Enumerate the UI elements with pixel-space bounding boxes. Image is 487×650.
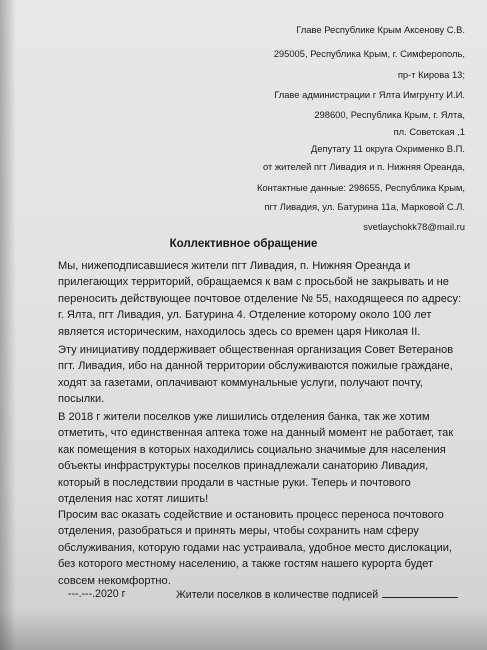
- paragraph-2: [58, 342, 463, 408]
- text-line: ходят за газетами, оплачивают коммунальные услуги, получают почту,: [58, 376, 423, 389]
- text-line: объекты инфраструктуры поселков принадлежали санаторию Ливадия,: [58, 460, 429, 473]
- paragraph-1: [58, 258, 463, 340]
- page-shadow-left: [0, 0, 16, 650]
- signatures-line: [176, 588, 458, 601]
- text-line: совсем некомфортно.: [58, 574, 171, 587]
- text-line: является историческим, находилось здесь со времен царя Николая II.: [58, 325, 421, 338]
- page-shadow-bottom: [0, 610, 487, 650]
- text-line: отметить, что единственная аптека тоже на данный момент не работает, так: [58, 427, 454, 440]
- text-line: пгт. Ливадия, ибо на данной территории обслуживаются пожилые граждане,: [58, 360, 453, 373]
- text-line: прилегающих территорий, обращаемся к вам с просьбой не закрывать и не: [58, 276, 449, 289]
- addressee-line: пгт Ливадия, ул. Батурина 11а, Марковой С.Л.: [264, 201, 465, 212]
- paragraph-4: [58, 507, 463, 589]
- addressee-line: пл. Советская ,1: [393, 126, 465, 137]
- text-line: Просим вас оказать содействие и остановить процесс переноса почтового: [58, 509, 444, 521]
- text-line: В 2018 г жители поселков уже лишились отделения банка, так же хотим: [58, 411, 430, 423]
- signature-blank-line: [382, 588, 458, 598]
- addressee-line: от жителей пгт Ливадия и п. Нижняя Ореанда,: [262, 161, 465, 172]
- text-line: Эту инициативу поддерживает общественная организация Совет Ветеранов: [58, 344, 454, 356]
- text-line: отделения нас хотят лишить!: [58, 493, 209, 506]
- text-line: который в последствии продали в частные руки. Теперь и почтового: [58, 476, 411, 489]
- text-line: переносить действующее почтовое отделение № 55, находящееся по адресу:: [58, 292, 462, 305]
- addressee-line: Контактные данные: 298655, Республика Крым,: [256, 182, 465, 193]
- addressee-line: 295005, Республика Крым, г. Симферополь,: [273, 48, 465, 59]
- addressee-line: Депутату 11 округа Охрименко В.П.: [310, 143, 465, 154]
- text-line: отделения, разобраться и принять меры, чтобы сохранить нам сферу: [58, 525, 419, 538]
- signatures-label: Жители поселков в количестве подписей: [176, 589, 379, 601]
- addressee-line: пр-т Кирова 13;: [397, 69, 465, 80]
- addressee-line: Главе Республике Крым Аксенову С.В.: [296, 24, 465, 35]
- document-title: Коллективное обращение: [169, 238, 318, 250]
- text-line: без которого местному населению, а также гостям нашего курорта будет: [58, 558, 434, 571]
- text-line: как помещения в которых находились социально значимые для населения: [58, 443, 446, 456]
- paragraph-3: [58, 409, 463, 507]
- addressee-line: 298600, Республика Крым, г. Ялта,: [314, 109, 465, 120]
- addressee-line: Главе администрации г Ялта Имгрунту И.И.: [274, 89, 465, 100]
- date-placeholder: ---.---.2020 г: [68, 588, 126, 600]
- text-line: обслуживания, которую годами нас устраивала, удобное место дислокации,: [58, 541, 453, 554]
- text-line: Мы, нижеподписавшиеся жители пгт Ливадия, п. Нижняя Ореанда и: [58, 260, 411, 272]
- text-line: г. Ялта, пгт Ливадия, ул. Батурина 4. Отделение которому около 100 лет: [58, 309, 432, 322]
- addressee-email: svetlaychokk78@mail.ru: [363, 221, 465, 232]
- text-line: посылки.: [58, 393, 105, 406]
